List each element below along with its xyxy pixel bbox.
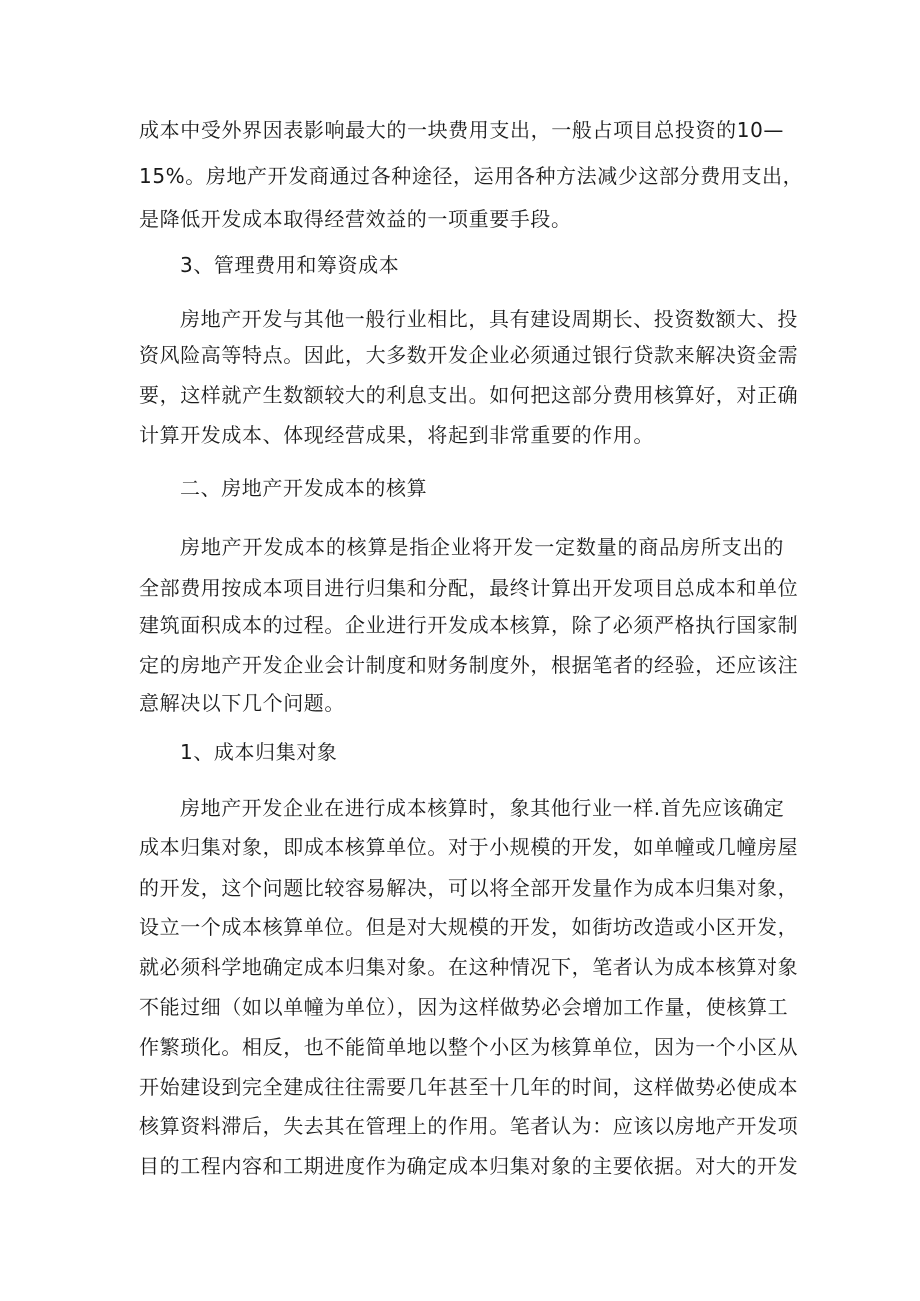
paragraph-1-line-1: 成本中受外界因表影响最大的一块费用支出，一般占项目总投资的10—: [139, 118, 784, 142]
paragraph-4-line-9: 核算资料滞后，失去其在管理上的作用。笔者认为：应该以房地产开发项: [139, 1114, 799, 1138]
heading-cost-accounting: 二、房地产开发成本的核算: [180, 476, 428, 500]
paragraph-4-line-1: 房地产开发企业在进行成本核算时，象其他行业一样.首先应该确定: [180, 796, 785, 820]
paragraph-4-line-6: 不能过细（如以单幢为单位），因为这样做势必会增加工作量，使核算工: [139, 995, 789, 1019]
paragraph-3-line-5: 意解决以下几个问题。: [139, 691, 345, 715]
paragraph-1-line-3: 是降低开发成本取得经营效益的一项重要手段。: [139, 207, 572, 231]
paragraph-3-line-3: 建筑面积成本的过程。企业进行开发成本核算，除了必须严格执行国家制: [139, 613, 799, 637]
paragraph-1-line-2: 15%。房地产开发商通过各种途径，运用各种方法减少这部分费用支出，: [139, 164, 804, 188]
paragraph-4-line-8: 开始建设到完全建成往往需要几年甚至十几年的时间，这样做势必使成本: [139, 1075, 799, 1099]
paragraph-4-line-4: 设立一个成本核算单位。但是对大规模的开发，如街坊改造或小区开发，: [139, 915, 799, 939]
heading-cost-collection-object: 1、成本归集对象: [180, 740, 338, 764]
paragraph-3-line-4: 定的房地产开发企业会计制度和财务制度外，根据笔者的经验，还应该注: [139, 653, 799, 677]
paragraph-2-line-4: 计算开发成本、体现经营成果，将起到非常重要的作用。: [139, 423, 654, 447]
paragraph-2-line-1: 房地产开发与其他一般行业相比，具有建设周期长、投资数额大、投: [180, 307, 798, 331]
paragraph-2-line-2: 资风险高等特点。因此，大多数开发企业必须通过银行贷款来解决资金需: [139, 343, 799, 367]
paragraph-4-line-5: 就必须科学地确定成本归集对象。在这种情况下，笔者认为成本核算对象: [139, 955, 799, 979]
paragraph-2-line-3: 要，这样就产生数额较大的利息支出。如何把这部分费用核算好，对正确: [139, 383, 799, 407]
paragraph-4-line-2: 成本归集对象，即成本核算单位。对于小规模的开发，如单幢或几幢房屋: [139, 835, 799, 859]
paragraph-4-line-7: 作繁琐化。相反，也不能简单地以整个小区为核算单位，因为一个小区从: [139, 1035, 799, 1059]
paragraph-3-line-1: 房地产开发成本的核算是指企业将开发一定数量的商品房所支出的: [180, 535, 784, 559]
heading-management-costs: 3、管理费用和筹资成本: [180, 253, 400, 277]
paragraph-4-line-3: 的开发，这个问题比较容易解决，可以将全部开发量作为成本归集对象，: [139, 876, 799, 900]
paragraph-4-line-10: 目的工程内容和工期进度作为确定成本归集对象的主要依据。对大的开发: [139, 1154, 799, 1178]
paragraph-3-line-2: 全部费用按成本项目进行归集和分配，最终计算出开发项目总成本和单位: [139, 576, 799, 600]
